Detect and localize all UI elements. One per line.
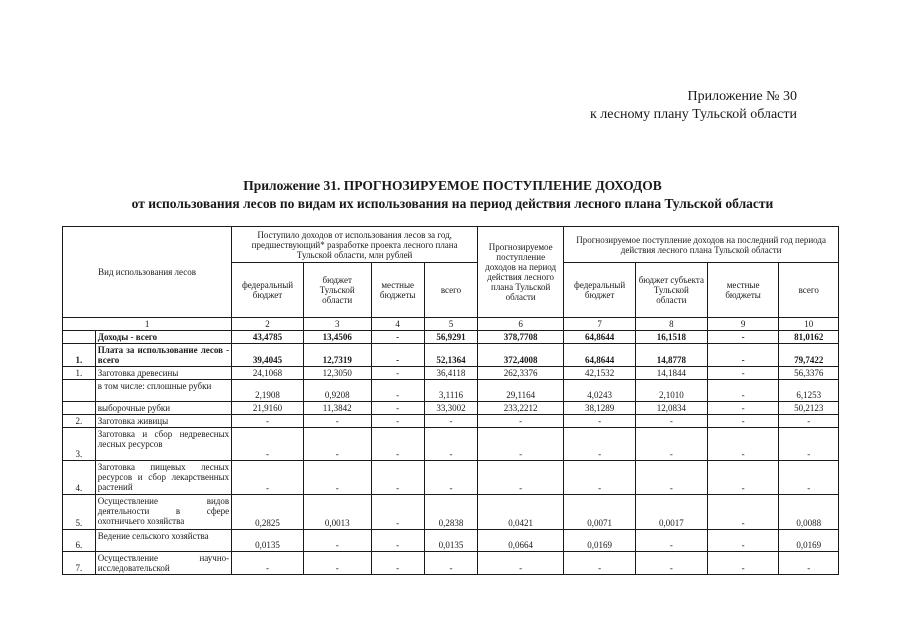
row-value: 56,3376 [779,367,839,380]
row-value: 16,1518 [635,331,707,344]
col-number: 6 [478,318,564,331]
row-value: - [779,428,839,461]
column-number-row [63,318,839,331]
row-value: - [424,428,477,461]
row-number: 7. [63,552,96,575]
row-value: 4,0243 [564,380,636,402]
row-number [63,331,96,344]
row-value: - [478,428,564,461]
col-number: 3 [303,318,371,331]
row-number: 1. [63,367,96,380]
row-number [63,402,96,415]
row-value: - [707,367,779,380]
revenue-table [62,226,839,575]
row-value: 11,3842 [303,402,371,415]
row-value: - [303,552,371,575]
row-value: - [371,380,424,402]
row-value: - [707,415,779,428]
row-name: Ведение сельского хозяйства [95,530,231,552]
row-value: 81,0162 [779,331,839,344]
header-sub-federal: федеральный бюджет [232,263,304,318]
row-value: 12,7319 [303,344,371,367]
row-value: 262,3376 [478,367,564,380]
row-number: 6. [63,530,96,552]
row-value: 0,0017 [635,495,707,530]
row-value: - [635,461,707,495]
row-value: 12,3050 [303,367,371,380]
col-number: 10 [779,318,839,331]
row-value: 79,7422 [779,344,839,367]
row-value: - [232,415,304,428]
row-number: 1. [63,344,96,367]
row-value: 6,1253 [779,380,839,402]
row-value: 43,4785 [232,331,304,344]
row-value: 0,0013 [303,495,371,530]
row-value: 2,1908 [232,380,304,402]
row-name: Доходы - всего [95,331,231,344]
row-value: 38,1289 [564,402,636,415]
row-value: - [424,552,477,575]
table-body [63,331,839,575]
row-value: 42,1532 [564,367,636,380]
col-number: 1 [63,318,232,331]
row-value: 52,1364 [424,344,477,367]
row-value: 14,1844 [635,367,707,380]
row-name: Заготовка пищевых лесных ресурсов и сбор лекарственных растений [95,461,231,495]
row-name: Заготовка и сбор недревесных лесных ресурсов [95,428,231,461]
row-value: - [564,428,636,461]
row-value: - [232,461,304,495]
row-value: - [371,344,424,367]
row-value: - [478,415,564,428]
row-name: выборочные рубки [95,402,231,415]
row-value: - [424,461,477,495]
row-value: - [371,461,424,495]
row-value: 50,2123 [779,402,839,415]
row-value: 233,2212 [478,402,564,415]
row-value: - [707,344,779,367]
row-value: 3,1116 [424,380,477,402]
row-value: 0,0088 [779,495,839,530]
row-value: - [707,530,779,552]
row-value: 2,1010 [635,380,707,402]
row-value: 0,0169 [564,530,636,552]
row-value: - [779,415,839,428]
row-value: - [232,428,304,461]
header-sub-regional-last: бюджет субъекта Тульской области [635,263,707,318]
row-value: - [371,415,424,428]
header-group-prev: Поступило доходов от использования лесов за год, предшествующий* разработке проекта лесного плана Тульской области, млн рублей [232,227,478,263]
title-line-2: от использования лесов по видам их использования на период действия лесного плана Тульской области [131,196,774,211]
row-number: 2. [63,415,96,428]
row-value: 0,0421 [478,495,564,530]
row-value: 0,0169 [779,530,839,552]
row-value: - [371,495,424,530]
table-row [63,402,839,415]
col-number: 5 [424,318,477,331]
row-value: - [564,552,636,575]
header-sub-local-last: местные бюджеты [707,263,779,318]
row-value: 0,0071 [564,495,636,530]
row-value: 0,0135 [232,530,304,552]
table-row [63,380,839,402]
row-value: 24,1068 [232,367,304,380]
row-value: - [478,552,564,575]
table-row [63,495,839,530]
row-value: 21,9160 [232,402,304,415]
row-value: - [707,461,779,495]
row-value: - [303,461,371,495]
row-value: - [371,402,424,415]
row-value: 39,4045 [232,344,304,367]
row-value: 64,8644 [564,344,636,367]
row-number: 4. [63,461,96,495]
row-value: - [564,415,636,428]
document-title [0,177,905,213]
row-value: 36,4118 [424,367,477,380]
row-name: в том числе: сплошные рубки [95,380,231,402]
table-row [63,415,839,428]
row-value: - [779,461,839,495]
row-value: - [707,552,779,575]
row-value: 0,0664 [478,530,564,552]
row-value: 64,8644 [564,331,636,344]
header-kind: Вид использования лесов [63,227,232,318]
header-sub-regional: бюджет Тульской области [303,263,371,318]
title-line-1: Приложение 31. ПРОГНОЗИРУЕМОЕ ПОСТУПЛЕНИЕ ДОХОДОВ [243,178,662,193]
row-name: Плата за использование лесов - всего [95,344,231,367]
row-value: - [779,552,839,575]
row-value: - [303,428,371,461]
row-value: 29,1164 [478,380,564,402]
row-value: 13,4506 [303,331,371,344]
row-value: - [371,552,424,575]
row-name: Заготовка древесины [95,367,231,380]
row-value: - [371,331,424,344]
table-row [63,331,839,344]
row-value: 33,3002 [424,402,477,415]
col-number: 4 [371,318,424,331]
row-number: 3. [63,428,96,461]
header-group-last: Прогнозируемое поступление доходов на последний год периода действия лесного плана Тульской области [564,227,839,263]
table-row [63,428,839,461]
row-value: 372,4008 [478,344,564,367]
header-sub-total: всего [424,263,477,318]
row-value: 0,9208 [303,380,371,402]
col-number: 2 [232,318,304,331]
row-value: - [564,461,636,495]
row-name: Осуществление видов деятельности в сфере охотничьего хозяйства [95,495,231,530]
row-value: - [371,367,424,380]
row-number: 5. [63,495,96,530]
header-forecast-period: Прогнозируемое поступление доходов на период действия лесного плана Тульской области [478,227,564,318]
table-row [63,461,839,495]
row-value: 0,2825 [232,495,304,530]
row-value: - [635,428,707,461]
row-value: - [707,428,779,461]
row-value: - [371,530,424,552]
row-value: - [371,428,424,461]
row-value: 14,8778 [635,344,707,367]
row-value: - [232,552,304,575]
col-number: 9 [707,318,779,331]
header-sub-federal-last: федеральный бюджет [564,263,636,318]
row-value: - [635,415,707,428]
row-number [63,380,96,402]
header-sub-local: местные бюджеты [371,263,424,318]
row-value: - [707,402,779,415]
row-value: - [707,331,779,344]
table-row [63,552,839,575]
row-value: 0,2838 [424,495,477,530]
table-row [63,367,839,380]
appendix-caption [590,88,797,124]
header-row-1 [63,227,839,263]
table-row [63,530,839,552]
row-value: 0,0135 [424,530,477,552]
col-number: 8 [635,318,707,331]
row-value: - [478,461,564,495]
appendix-reference: к лесному плану Тульской области [589,107,797,122]
col-number: 7 [564,318,636,331]
row-value: - [303,530,371,552]
row-value: - [635,552,707,575]
header-sub-total-last: всего [779,263,839,318]
row-value: 56,9291 [424,331,477,344]
row-name: Осуществление научно-исследовательской [95,552,231,575]
row-name: Заготовка живицы [95,415,231,428]
row-value: 12,0834 [635,402,707,415]
row-value: - [635,530,707,552]
row-value: - [424,415,477,428]
row-value: - [707,495,779,530]
appendix-number: Приложение № 30 [687,89,797,104]
row-value: - [707,380,779,402]
table-row [63,344,839,367]
row-value: 378,7708 [478,331,564,344]
row-value: - [303,415,371,428]
